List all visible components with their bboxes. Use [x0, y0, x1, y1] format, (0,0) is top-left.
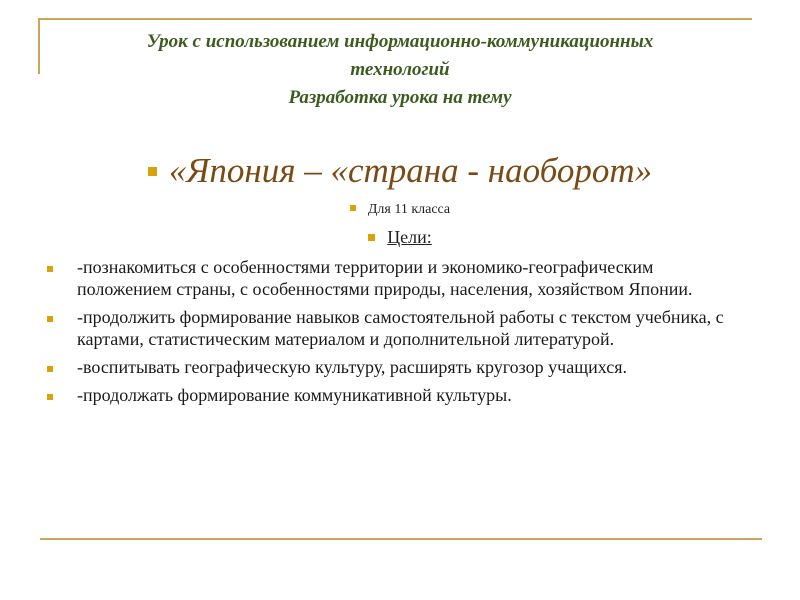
- bullet-icon: [47, 316, 53, 322]
- list-item: [30, 306, 750, 350]
- goal-text: -познакомиться с особенностями территории и экономико-географическим положением страны, с особенностями природы, населения, хозяйством Японии.: [77, 257, 693, 299]
- goal-text: -продолжать формирование коммуникативной культуры.: [77, 385, 512, 405]
- list-item: [30, 356, 750, 378]
- title-line-3: Разработка урока на тему: [288, 87, 512, 108]
- goals-label: Цели:: [387, 227, 432, 247]
- goals-list: [30, 256, 750, 412]
- title-line-2: технологий: [350, 59, 450, 80]
- top-divider: [40, 18, 752, 20]
- grade-line: [40, 200, 760, 220]
- bullet-icon: [350, 205, 356, 211]
- grade-text: Для 11 класса: [367, 202, 451, 217]
- goals-heading: [40, 226, 760, 248]
- list-item: [30, 256, 750, 300]
- topic-text: «Япония – «страна - наоборот»: [168, 151, 653, 190]
- bottom-divider: [40, 538, 762, 540]
- topic-heading: [40, 150, 760, 192]
- goal-text: -воспитывать географическую культуру, расширять кругозор учащихся.: [77, 357, 627, 377]
- title-line-1: Урок с использованием информационно-коммуникационных: [146, 31, 654, 52]
- bullet-icon: [368, 234, 375, 241]
- slide-title: [40, 28, 760, 112]
- bullet-icon: [148, 167, 157, 176]
- bullet-icon: [47, 266, 53, 272]
- goal-text: -продолжить формирование навыков самостоятельной работы с текстом учебника, с картами, статистическим материалом и дополнительной литературой.: [77, 307, 724, 349]
- bullet-icon: [47, 394, 53, 400]
- list-item: [30, 384, 750, 406]
- bullet-icon: [47, 366, 53, 372]
